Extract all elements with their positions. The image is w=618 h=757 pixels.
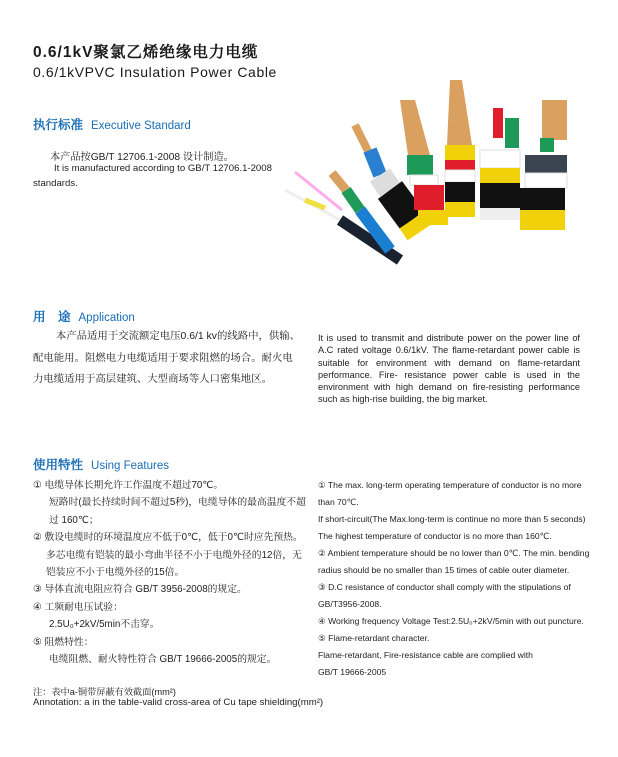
feature-line: ③ 导体直流电阻应符合 GB/T 3956-2008的规定。	[33, 584, 247, 596]
heading-en: Application	[78, 312, 135, 324]
feature-line: 过 160℃；	[49, 514, 99, 526]
feature-line: ① 电缆导体长期允许工作温度不超过70℃。	[33, 480, 224, 491]
feature-line: ② Ambient temperature should be no lower than 0℃. The min. bending	[318, 548, 590, 558]
cable-6	[445, 80, 475, 217]
standard-text-en-2: standards.	[33, 178, 78, 189]
standard-text-cn: 本产品按GB/T 12706.1-2008 设计制造。	[50, 152, 234, 163]
feature-line: 多芯电缆有铠装的最小弯曲半径不小于电缆外径的12倍，无	[46, 549, 302, 561]
feature-line: 铠装应不小于电缆外径的15倍。	[46, 567, 185, 579]
feature-line: 2.5U₀+2kV/5min不击穿。	[49, 619, 160, 631]
standard-text-en-1: It is manufactured according to GB/T 12706.1-2008	[54, 163, 272, 174]
heading-cn: 用 途	[33, 310, 71, 324]
feature-line: ⑤ Flame-retardant character.	[318, 633, 430, 643]
application-text-cn: 本产品适用于交流额定电压0.6/1 kv的线路中，供输、配电能用。阻燃电力电缆适用于要求阻燃的场合。耐火电力电缆适用于高层建筑、大型商场等人口密集地区。	[33, 331, 301, 385]
feature-line: ① The max. long-term operating temperature of conductor is no more	[318, 480, 582, 490]
feature-line: ② 敷设电缆时的环境温度应不低于0℃，低于0℃时应先预热。	[33, 532, 303, 544]
feature-line: 电缆阻燃、耐火特性符合 GB/T 19666-2005的规定。	[49, 654, 277, 666]
feature-line: Flame-retardant, Fire-resistance cable are complied with	[318, 650, 533, 660]
heading-cn: 使用特性	[33, 458, 84, 472]
section-heading-standard	[33, 115, 191, 133]
feature-line: ⑤ 阻燃特性：	[33, 636, 94, 648]
application-text-en: It is used to transmit and distribute power on the power line of A.C rated voltage 0.6/1kV. The flame-retardant power cable is suitable for environment with demand on flame-retardant performance. Fire- resistance power cable is used in the environment with high demand on fire-resisting performance such as high-rise building, the big market.	[318, 333, 580, 405]
heading-cn: 执行标准	[33, 118, 84, 132]
feature-line: radius should be no smaller than 15 times of cable outer diameter.	[318, 565, 570, 575]
feature-line: ④ Working frequency Voltage Test:2.5U₀+2kV/5min with out puncture.	[318, 616, 584, 626]
feature-line: ③ D.C resistance of conductor shall comply with the stipulations of	[318, 582, 571, 592]
features-list-cn	[33, 477, 306, 668]
heading-en: Using Features	[91, 460, 169, 472]
section-heading-application	[33, 307, 135, 325]
feature-line: 短路时(最长持续时间不超过5秒)，电缆导体的最高温度不超	[49, 497, 306, 509]
feature-line: GB/T 19666-2005	[318, 667, 387, 677]
annotation-cn: 注：表中a-铜带屏蔽有效截面(mm²)	[33, 687, 176, 697]
page-title-cn: 0.6/1kV聚氯乙烯绝缘电力电缆	[33, 44, 259, 61]
section-heading-features	[33, 455, 169, 473]
annotation-en: Annotation: a in the table-valid cross-area of Cu tape shielding(mm²)	[33, 697, 324, 708]
cable-product-image	[280, 60, 600, 270]
feature-line: GB/T3956-2008.	[318, 599, 382, 609]
feature-line: ④ 工频耐电压试验：	[33, 601, 123, 613]
feature-line: The highest temperature of conductor is no more than 160℃.	[318, 531, 552, 541]
cable-8	[520, 100, 567, 230]
heading-en: Executive Standard	[91, 120, 191, 132]
feature-line: than 70℃.	[318, 497, 359, 507]
cable-7	[480, 108, 520, 220]
feature-line: If short-circuit(The Max.long-term is continue no more than 5 seconds)	[318, 514, 586, 524]
features-list-en	[318, 477, 589, 681]
page-title-en: 0.6/1kVPVC Insulation Power Cable	[33, 64, 277, 80]
